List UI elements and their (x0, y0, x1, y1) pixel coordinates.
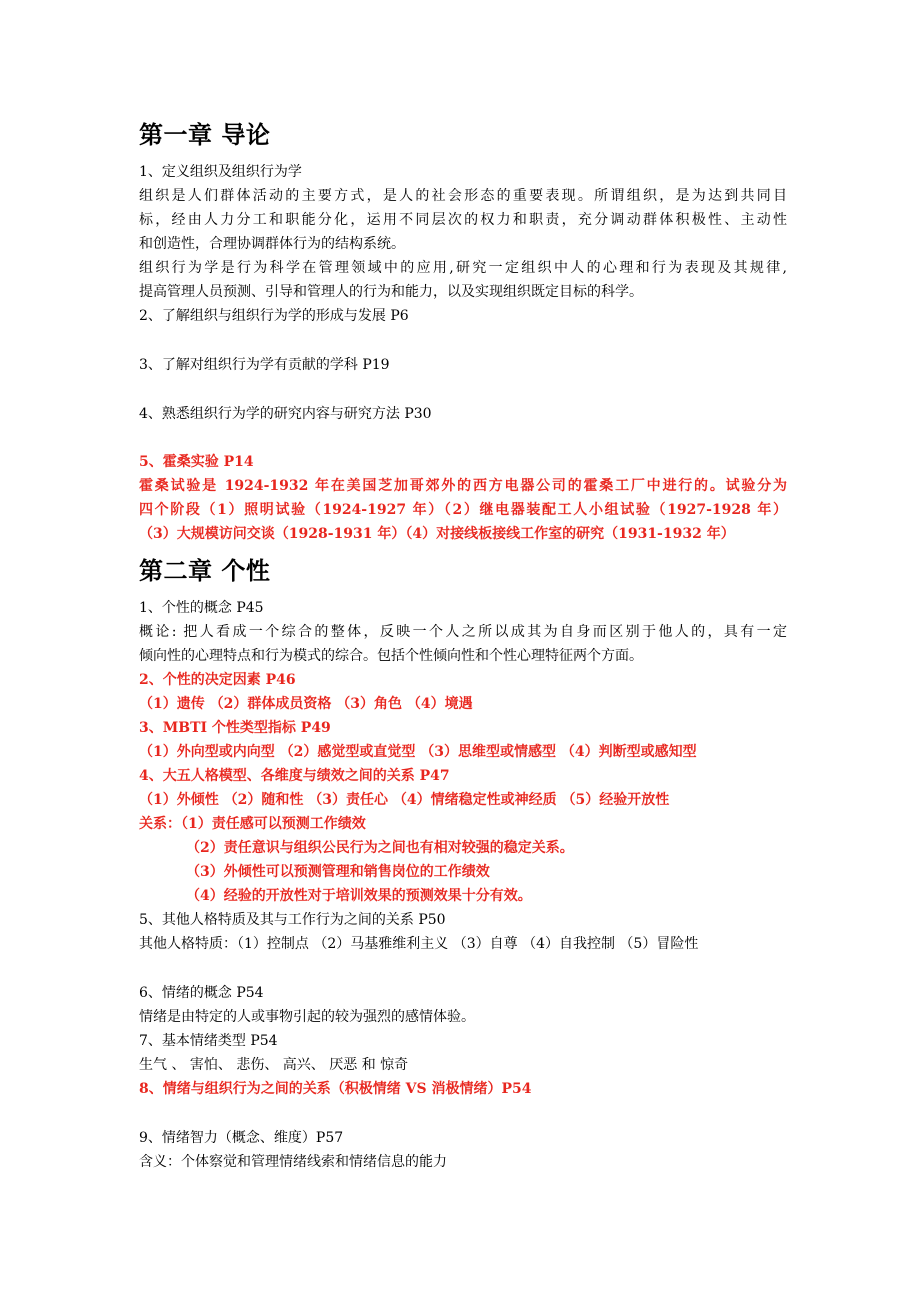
mbti-heading: 3、MBTI 个性类型指标 P49 (139, 720, 331, 736)
org-definition-line-2: 标，经由人力分工和职能分化，运用不同层次的权力和职责，充分调动群体积极性、主动性 (139, 212, 787, 228)
other-traits-list: 其他人格特质：（1）控制点 （2）马基雅维利主义 （3）自尊 （4）自我控制 （5）冒险性 (139, 936, 699, 952)
section-2-heading: 2、了解组织与组织行为学的形成与发展 P6 (139, 308, 409, 324)
mbti-list: （1）外向型或内向型 （2）感觉型或直觉型 （3）思维型或情感型 （4）判断型或感知型 (139, 744, 697, 760)
emotion-concept-heading: 6、情绪的概念 P54 (139, 985, 264, 1001)
chapter1-title: 第一章 导论 (139, 120, 271, 149)
determinants-heading: 2、个性的决定因素 P46 (139, 672, 296, 688)
other-traits-heading: 5、其他人格特质及其与工作行为之间的关系 P50 (139, 912, 446, 928)
org-definition-line-3: 和创造性，合理协调群体行为的结构系统。 (139, 236, 405, 252)
ob-definition-line-2: 提高管理人员预测、引导和管理人的行为和能力，以及实现组织既定目标的科学。 (139, 284, 643, 300)
emotion-behavior-heading: 8、情绪与组织行为之间的关系（积极情绪 VS 消极情绪）P54 (139, 1081, 532, 1097)
org-definition-line-1: 组织是人们群体活动的主要方式，是人的社会形态的重要表现。所谓组织，是为达到共同目 (139, 188, 787, 204)
emotional-intelligence-heading: 9、情绪智力（概念、维度）P57 (139, 1130, 344, 1146)
emotion-concept-text: 情绪是由特定的人或事物引起的较为强烈的感情体验。 (139, 1009, 475, 1025)
personality-concept-line-1: 概论: 把人看成一个综合的整体，反映一个人之所以成其为自身而区别于他人的，具有一定 (139, 624, 787, 640)
personality-concept-heading: 1、个性的概念 P45 (139, 600, 264, 616)
emotional-intelligence-text: 含义：个体察觉和管理情绪线索和情绪信息的能力 (139, 1154, 447, 1170)
relation-item-2: （2）责任意识与组织公民行为之间也有相对较强的稳定关系。 (186, 840, 574, 856)
section-5-heading: 5、霍桑实验 P14 (139, 454, 254, 470)
relation-item-1: 关系：（1）责任感可以预测工作绩效 (139, 816, 366, 832)
personality-concept-line-2: 倾向性的心理特点和行为模式的综合。包括个性倾向性和个性心理特征两个方面。 (139, 648, 643, 664)
determinants-list: （1）遗传 （2）群体成员资格 （3）角色 （4）境遇 (139, 696, 473, 712)
big-five-list: （1）外倾性 （2）随和性 （3）责任心 （4）情绪稳定性或神经质 （5）经验开放性 (139, 792, 670, 808)
relation-item-3: （3）外倾性可以预测管理和销售岗位的工作绩效 (186, 864, 490, 880)
hawthorne-line-3: （3）大规模访问交谈（1928-1931 年）（4）对接线板接线工作室的研究（1931-1932 年） (139, 526, 735, 542)
ob-definition-line-1: 组织行为学是行为科学在管理领域中的应用,研究一定组织中人的心理和行为表现及其规律, (139, 260, 787, 276)
section-3-heading: 3、了解对组织行为学有贡献的学科 P19 (139, 357, 390, 373)
relation-item-4: （4）经验的开放性对于培训效果的预测效果十分有效。 (186, 888, 532, 904)
section-4-heading: 4、熟悉组织行为学的研究内容与研究方法 P30 (139, 406, 432, 422)
chapter2-title: 第二章 个性 (139, 556, 271, 585)
section-1-heading: 1、定义组织及组织行为学 (139, 164, 302, 180)
emotion-types-heading: 7、基本情绪类型 P54 (139, 1033, 278, 1049)
big-five-heading: 4、大五人格模型、各维度与绩效之间的关系 P47 (139, 768, 450, 784)
emotion-types-list: 生气 、 害怕、 悲伤、 高兴、 厌恶 和 惊奇 (139, 1057, 409, 1073)
hawthorne-line-1: 霍桑试验是 1924-1932 年在美国芝加哥郊外的西方电器公司的霍桑工厂中进行的。试验分为 (139, 478, 787, 494)
hawthorne-line-2: 四个阶段（1）照明试验（1924-1927 年）（2）继电器装配工人小组试验（1927-1928 年） (139, 502, 787, 518)
